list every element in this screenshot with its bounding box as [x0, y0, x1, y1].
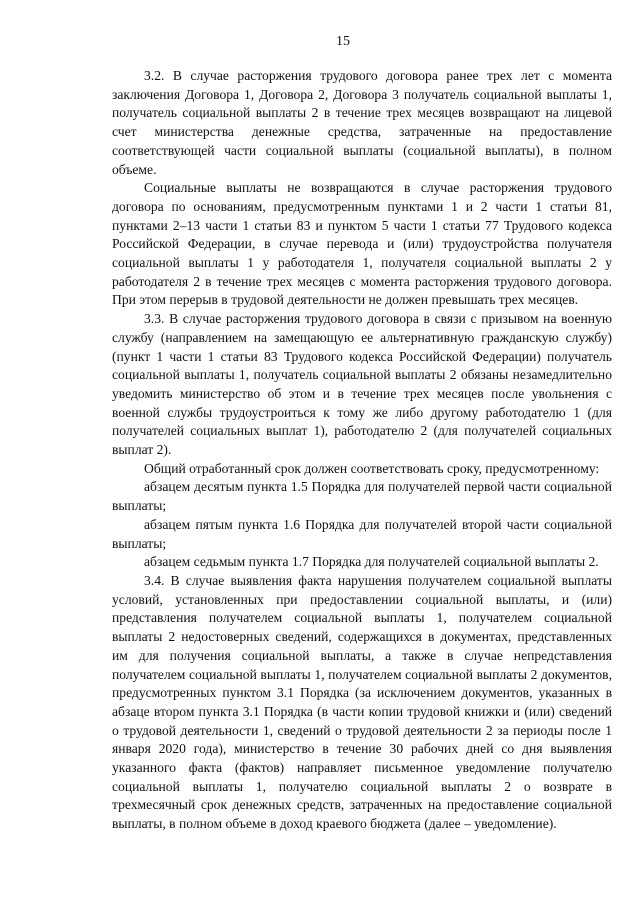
page-number: 15 [336, 34, 350, 49]
paragraph-3-2: 3.2. В случае расторжения трудового договора ранее трех лет с момента заключения Договора 1, Договора 2, Договора 3 получатель социальной выплаты 1, получатель социальной выплаты 2 в течение трех месяцев возвращают на лицевой счет министерства денежные средства, затраченные на предоставление соответствующей части социальной выплаты (социальной выплаты), в полном объеме. [112, 68, 612, 177]
list-item-paragraph-7-of-1-7: абзацем седьмым пункта 1.7 Порядка для получателей социальной выплаты 2. [144, 554, 599, 570]
paragraph-3-3: 3.3. В случае расторжения трудового договора в связи с призывом на военную службу (направлением на замещающую ее альтернативную гражданскую службу) (пункт 1 части 1 статьи 83 Трудового кодекса Российской Федерации) получатель социальной выплаты 1, получатель социальной выплаты 2 обязаны незамедлительно уведомить министерство об этом и в течение трех месяцев после увольнения с военной службы трудоустроиться к тому же либо другому работодателю 1 (для получателей социальных выплат 1), работодателю 2 (для получателей социальных выплат 2). [112, 311, 612, 458]
list-item-paragraph-10-of-1-5: абзацем десятым пункта 1.5 Порядка для получателей первой части социальной выплаты; [112, 479, 612, 514]
list-item-paragraph-5-of-1-6: абзацем пятым пункта 1.6 Порядка для получателей второй части социальной выплаты; [112, 516, 612, 551]
paragraph-3-4: 3.4. В случае выявления факта нарушения получателем социальной выплаты условий, установленных при предоставлении социальной выплаты, и (или) представления получателем социальной выплаты 1, получателем социальной выплаты 2 недостоверных сведений, содержащихся в документах, представленных им для получения социальной выплаты, а также в случае непредставления получателем социальной выплаты 1, получателем социальной выплаты 2 документов, предусмотренных пунктом 3.1 Порядка (за исключением документов, указанных в абзаце втором пункта 3.1 Порядка (в части копии трудовой книжки и (или) сведений о трудовой деятельности 1, сведений о трудовой деятельности 2 за периоды после 1 января 2020 года), министерство в течение 30 рабочих дней со дня выявления указанного факта (фактов) направляет письменное уведомление получателю социальной выплаты 1, получателю социальной выплаты 2 о возврате в трехмесячный срок денежных средств, затраченных на предоставление социальной выплаты, в полном объеме в доход краевого бюджета (далее – уведомление). [112, 572, 612, 832]
paragraph-total-term: Общий отработанный срок должен соответствовать сроку, предусмотренному: [144, 460, 600, 476]
paragraph-social-payments-not-returned: Социальные выплаты не возвращаются в случае расторжения трудового договора по основаниям, предусмотренным пунктами 1 и 2 части 1 статьи 81, пунктами 2–13 части 1 статьи 83 и пунктом 5 части 1 статьи 77 Трудового кодекса Российской Федерации, в случае перевода и (или) трудоустройства получателя социальной выплаты 1 у работодателя 1, получателя социальной выплаты 2 у работодателя 2 в течение трех месяцев с момента расторжения трудового договора. При этом перерыв в трудовой деятельности не должен превышать трех месяцев. [112, 180, 612, 308]
